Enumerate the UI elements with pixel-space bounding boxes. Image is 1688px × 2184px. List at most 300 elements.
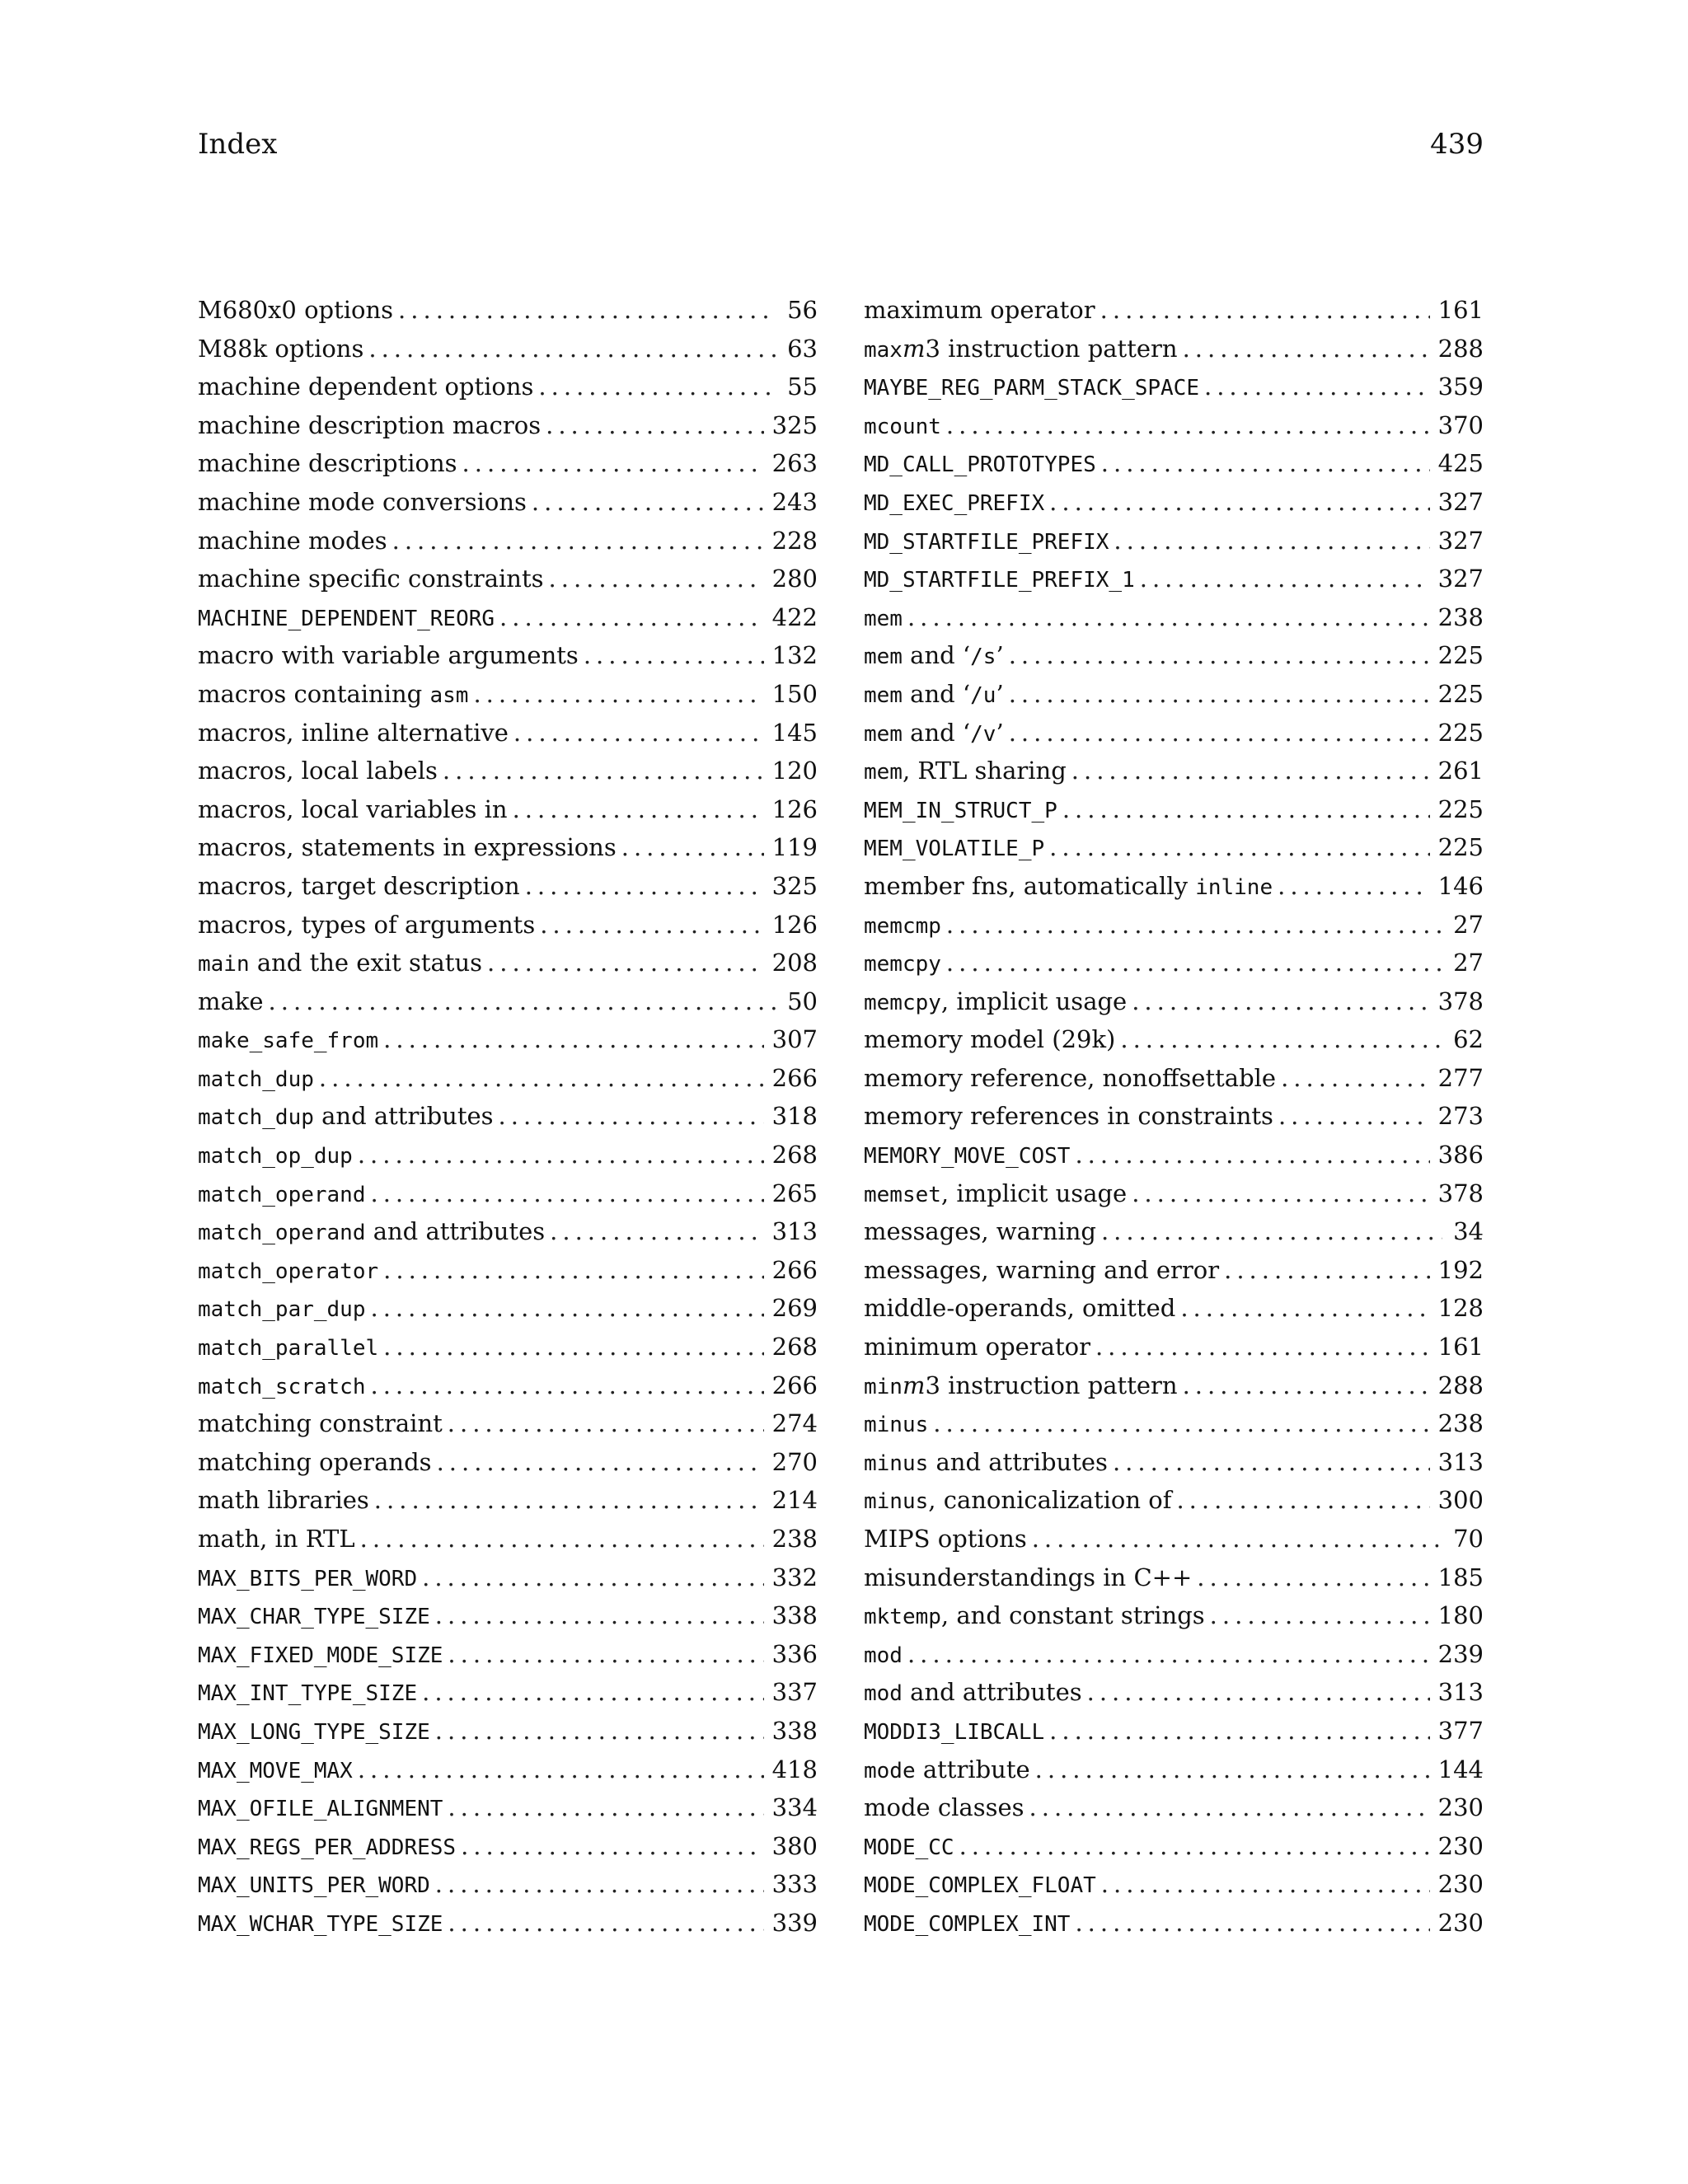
index-term-code: MAX_UNITS_PER_WORD (198, 1873, 430, 1899)
index-term-text: m (902, 1371, 926, 1399)
index-entry (864, 368, 1484, 406)
index-term (864, 1366, 1178, 1407)
dot-leader (1183, 1366, 1430, 1405)
index-term-code: mod (864, 1643, 903, 1668)
index-term (864, 1136, 1070, 1176)
index-entry (864, 1174, 1484, 1213)
dot-leader (1120, 1020, 1442, 1059)
index-term (198, 982, 264, 1021)
index-term (198, 1827, 456, 1868)
index-page-ref: 269 (771, 1294, 818, 1323)
dot-leader (946, 944, 1442, 982)
index-page-ref: 34 (1453, 1217, 1484, 1246)
dot-leader (1049, 1712, 1429, 1750)
index-term-code: MD_STARTFILE_PREFIX_1 (864, 568, 1135, 593)
index-entry (864, 1366, 1484, 1405)
dot-leader (448, 1904, 763, 1943)
index-term-code: /s (970, 644, 996, 670)
index-page-ref: 63 (787, 334, 818, 363)
index-term-text: math libraries (198, 1486, 369, 1515)
index-term (864, 444, 1096, 485)
index-term (864, 906, 941, 946)
dot-leader (1197, 1558, 1429, 1597)
index-term-code: MEM_IN_STRUCT_P (864, 798, 1057, 823)
index-term (864, 1827, 954, 1868)
dot-leader (398, 291, 776, 330)
dot-leader (448, 1635, 763, 1674)
index-term-text: and the exit status (249, 949, 483, 977)
index-term (198, 1673, 417, 1713)
index-entry (198, 483, 818, 522)
index-entry (864, 1520, 1484, 1558)
index-term-code: MAX_CHAR_TYPE_SIZE (198, 1605, 430, 1630)
index-term-code: MAYBE_REG_PARM_STACK_SPACE (864, 376, 1199, 401)
index-term-text: , implicit usage (940, 1179, 1128, 1207)
index-term-code: match_op_dup (198, 1144, 353, 1169)
dot-leader (1071, 752, 1430, 790)
index-term-code: mktemp (864, 1605, 941, 1630)
index-entry (198, 330, 818, 368)
index-term (198, 1596, 430, 1637)
dot-leader (1049, 828, 1429, 867)
index-term-code: match_operand (198, 1221, 366, 1246)
index-page-ref: 185 (1437, 1563, 1484, 1591)
index-term (198, 1404, 443, 1443)
index-term-code: MODE_COMPLEX_INT (864, 1911, 1071, 1937)
index-term-text: and ‘ (902, 641, 971, 670)
index-entry (198, 1174, 818, 1213)
index-entry (864, 675, 1484, 714)
index-term (198, 483, 527, 522)
index-entry (864, 483, 1484, 522)
index-page-ref: 268 (771, 1141, 818, 1169)
index-page-ref: 274 (771, 1409, 818, 1438)
index-entry (198, 560, 818, 598)
index-page-ref: 228 (771, 526, 818, 555)
index-entry (864, 1059, 1484, 1098)
dot-leader (546, 406, 764, 445)
index-page-ref: 273 (1437, 1102, 1484, 1131)
index-term (864, 1404, 928, 1445)
index-term (864, 1059, 1276, 1098)
index-term-code: match_dup (198, 1105, 314, 1131)
index-term (198, 1020, 378, 1061)
index-term-text: , and constant strings (940, 1601, 1205, 1630)
index-page-ref: 422 (771, 602, 818, 631)
index-term-code: mem (864, 644, 903, 670)
index-term-text: memory model (29k) (864, 1025, 1116, 1054)
index-term (198, 1865, 430, 1905)
index-page-ref: 266 (771, 1255, 818, 1284)
index-page-ref: 337 (771, 1678, 818, 1707)
index-term-text: macros, local variables in (198, 794, 508, 823)
index-term-text: ’ (996, 679, 1004, 708)
index-term-text: ’ (996, 641, 1004, 670)
index-term-text: machine modes (198, 526, 387, 555)
index-term-code: minus (864, 1489, 929, 1515)
index-entry (198, 982, 818, 1021)
index-page-ref: 313 (1437, 1447, 1484, 1476)
index-page-ref: 378 (1437, 987, 1484, 1015)
dot-leader (1035, 1750, 1430, 1789)
index-term (198, 1788, 443, 1829)
index-term-text: , RTL sharing (902, 757, 1067, 785)
index-term-text: misunderstandings in C++ (864, 1563, 1193, 1591)
index-entry (198, 1443, 818, 1482)
index-term (864, 1673, 1082, 1713)
dot-leader (360, 1520, 764, 1558)
index-term (198, 828, 617, 867)
index-page-ref: 386 (1437, 1141, 1484, 1169)
index-term (198, 1520, 355, 1558)
dot-leader (1281, 1059, 1430, 1098)
dot-leader (392, 522, 764, 560)
index-term-code: asm (429, 682, 469, 708)
index-term (864, 1212, 1096, 1251)
index-term-text: 3 instruction pattern (925, 1371, 1178, 1399)
index-term-code: MEMORY_MOVE_COST (864, 1144, 1071, 1169)
index-term (198, 1136, 353, 1176)
index-term-code: MEM_VOLATILE_P (864, 837, 1045, 862)
index-page-ref: 126 (771, 794, 818, 823)
index-page-ref: 230 (1437, 1793, 1484, 1822)
index-page-ref: 230 (1437, 1908, 1484, 1937)
index-term-text: make (198, 987, 264, 1015)
dot-leader (435, 1596, 764, 1635)
index-column-right (864, 291, 1484, 1943)
index-page-ref: 180 (1437, 1601, 1484, 1630)
index-term (864, 752, 1067, 792)
index-term (864, 1865, 1096, 1905)
index-entry (864, 752, 1484, 790)
index-page-ref: 378 (1437, 1179, 1484, 1207)
index-term-text: macros, local labels (198, 757, 438, 785)
index-term-code: mcount (864, 414, 941, 439)
index-entry (864, 1097, 1484, 1136)
index-entry (198, 1673, 818, 1712)
dot-leader (319, 1059, 764, 1098)
dot-leader (1029, 1788, 1430, 1827)
index-entry (864, 560, 1484, 598)
index-term (864, 1174, 1127, 1215)
index-page-ref: 280 (771, 565, 818, 593)
index-term-code: /v (970, 721, 996, 747)
index-page-ref: 336 (771, 1639, 818, 1668)
index-page-ref: 380 (771, 1831, 818, 1860)
index-entry (864, 714, 1484, 752)
index-term (198, 330, 363, 368)
index-page-ref: 333 (771, 1870, 818, 1899)
index-term-code: mem (864, 760, 903, 785)
dot-leader (933, 1404, 1429, 1443)
index-term-text: messages, warning (864, 1217, 1096, 1246)
index-page-ref: 425 (1437, 449, 1484, 478)
index-term (864, 790, 1057, 831)
index-entry (864, 444, 1484, 483)
index-term (198, 1481, 369, 1520)
index-entry (864, 1635, 1484, 1674)
index-term-code: mod (864, 1681, 903, 1707)
index-term (198, 522, 387, 560)
index-term-code: max (864, 337, 903, 363)
index-term-text: middle-operands, omitted (864, 1294, 1176, 1323)
index-term (198, 1251, 378, 1291)
index-term-code: mem (864, 606, 903, 631)
index-term (198, 291, 393, 330)
index-entry (198, 1904, 818, 1943)
index-term-text: macros, statements in expressions (198, 833, 617, 862)
index-entry (198, 1788, 818, 1827)
index-page-ref: 161 (1437, 1333, 1484, 1361)
index-term-text: 3 instruction pattern (925, 334, 1178, 363)
index-term (864, 944, 941, 984)
index-term (864, 1481, 1171, 1521)
index-term-text: M680x0 options (198, 296, 394, 324)
index-term-code: min (864, 1374, 903, 1399)
index-term-code: MAX_LONG_TYPE_SIZE (198, 1719, 430, 1745)
index-term-text: and attributes (313, 1102, 494, 1131)
index-term-text: and attributes (928, 1447, 1108, 1476)
index-term (198, 906, 535, 944)
index-term (198, 444, 457, 483)
index-page-ref: 70 (1453, 1525, 1484, 1553)
index-term-code: MD_STARTFILE_PREFIX (864, 529, 1109, 555)
index-page-ref: 225 (1437, 679, 1484, 708)
index-term-code: inline (1195, 874, 1273, 900)
index-term-text: macros containing (198, 679, 430, 708)
index-entry (198, 598, 818, 637)
index-page-ref: 370 (1437, 410, 1484, 439)
index-page-ref: 332 (771, 1563, 818, 1591)
index-page-ref: 339 (771, 1908, 818, 1937)
index-page-ref: 288 (1437, 1371, 1484, 1399)
index-entry (864, 1443, 1484, 1482)
dot-leader (1132, 1174, 1429, 1213)
dot-leader (540, 906, 763, 944)
index-entry (198, 1289, 818, 1328)
index-term-text: machine mode conversions (198, 487, 527, 516)
index-entry (198, 444, 818, 483)
index-page-ref: 238 (771, 1525, 818, 1553)
index-term-text: macros, types of arguments (198, 910, 536, 939)
index-term-code: MD_EXEC_PREFIX (864, 490, 1045, 516)
index-entry (864, 406, 1484, 445)
dot-leader (437, 1443, 764, 1482)
index-term-code: memset (864, 1182, 941, 1207)
index-term-text: M88k options (198, 334, 364, 363)
index-page-ref: 50 (787, 987, 818, 1015)
index-term-text: macros, inline alternative (198, 718, 509, 747)
dot-leader (358, 1750, 764, 1789)
index-entry (864, 1750, 1484, 1789)
index-page-ref: 161 (1437, 296, 1484, 324)
index-term (864, 675, 1004, 715)
dot-leader (473, 675, 763, 714)
dot-leader (435, 1712, 764, 1750)
index-term-text: MIPS options (864, 1525, 1027, 1553)
index-term-code: mem (864, 721, 903, 747)
index-term-text: mode classes (864, 1793, 1025, 1822)
dot-leader (1101, 1212, 1442, 1251)
index-term (864, 1097, 1273, 1136)
index-page-ref: 55 (787, 373, 818, 401)
index-entry (198, 944, 818, 982)
index-term-code: MODE_COMPLEX_FLOAT (864, 1873, 1096, 1899)
index-entry (198, 714, 818, 752)
index-entry (198, 1635, 818, 1674)
page-header (198, 128, 1484, 177)
dot-leader (368, 330, 776, 368)
dot-leader (435, 1865, 764, 1904)
dot-leader (422, 1673, 764, 1712)
index-page-ref: 327 (1437, 487, 1484, 516)
index-term-code: MAX_MOVE_MAX (198, 1758, 353, 1783)
dot-leader (1176, 1481, 1429, 1520)
dot-leader (1278, 867, 1430, 906)
index-page-ref: 27 (1453, 910, 1484, 939)
index-entry (864, 598, 1484, 637)
index-term (864, 1558, 1192, 1597)
index-page-ref: 334 (771, 1793, 818, 1822)
index-entry (864, 1788, 1484, 1827)
dot-leader (383, 1020, 763, 1059)
index-entry (864, 1136, 1484, 1174)
index-term (198, 1904, 443, 1944)
index-entry (864, 1020, 1484, 1059)
dot-leader (1009, 675, 1430, 714)
index-page-ref: 225 (1437, 794, 1484, 823)
index-term (864, 1750, 1030, 1791)
index-term-text: , implicit usage (940, 987, 1128, 1015)
index-page-ref: 325 (771, 410, 818, 439)
index-page-ref: 327 (1437, 526, 1484, 555)
index-page-ref: 418 (771, 1755, 818, 1783)
index-term-code: MODE_CC (864, 1835, 954, 1860)
index-page-ref: 266 (771, 1063, 818, 1092)
index-page-ref: 338 (771, 1716, 818, 1745)
index-term-text: maximum operator (864, 296, 1095, 324)
index-term-code: memcpy (864, 990, 941, 1015)
index-term-text: and attributes (365, 1217, 546, 1246)
index-entry (198, 752, 818, 790)
index-term-code: MAX_BITS_PER_WORD (198, 1566, 418, 1591)
index-page-ref: 288 (1437, 334, 1484, 363)
index-entry (198, 1750, 818, 1789)
index-entry (864, 867, 1484, 906)
index-term-text: attribute (915, 1755, 1030, 1783)
index-page-ref: 230 (1437, 1831, 1484, 1860)
index-term-code: MAX_REGS_PER_ADDRESS (198, 1835, 457, 1860)
index-term (198, 406, 541, 445)
index-term (198, 944, 482, 984)
index-page-ref: 238 (1437, 602, 1484, 631)
index-term (864, 598, 903, 639)
index-term (864, 1328, 1090, 1366)
dot-leader (383, 1328, 763, 1366)
page-number: 439 (1430, 128, 1484, 161)
index-term (198, 867, 520, 906)
index-entry (864, 636, 1484, 675)
index-page-ref: 313 (1437, 1678, 1484, 1707)
index-term (198, 752, 438, 790)
index-term-text: m (902, 334, 926, 363)
index-term-code: mem (864, 682, 903, 708)
index-term-code: /u (970, 682, 996, 708)
index-term (864, 982, 1127, 1023)
dot-leader (499, 598, 764, 637)
index-term-text: ’ (996, 718, 1004, 747)
dot-leader (371, 1366, 764, 1405)
running-title: Index (198, 128, 278, 161)
index-entry (198, 1097, 818, 1136)
index-page-ref: 145 (771, 718, 818, 747)
index-term-code: match_scratch (198, 1374, 366, 1399)
index-term (198, 1750, 353, 1791)
index-entry (864, 906, 1484, 944)
index-entry (864, 1673, 1484, 1712)
index-term (198, 1097, 494, 1137)
dot-leader (1049, 483, 1429, 522)
index-term-text: memory references in constraints (864, 1102, 1273, 1131)
index-entry (198, 1827, 818, 1866)
index-page-ref: 144 (1437, 1755, 1484, 1783)
index-entry (198, 1712, 818, 1750)
dot-leader (269, 982, 776, 1021)
dot-leader (448, 1404, 764, 1443)
index-page-ref: 230 (1437, 1870, 1484, 1899)
dot-leader (1009, 714, 1430, 752)
dot-leader (448, 1788, 763, 1827)
index-term (864, 1289, 1175, 1328)
dot-leader (532, 483, 764, 522)
dot-leader (1075, 1136, 1429, 1174)
index-term (198, 1289, 366, 1329)
index-page-ref: 27 (1453, 949, 1484, 977)
index-term-text: messages, warning and error (864, 1255, 1220, 1284)
index-term (864, 1788, 1025, 1827)
index-term-code: match_operator (198, 1258, 379, 1284)
index-term (198, 1712, 430, 1752)
dot-leader (1032, 1520, 1442, 1558)
index-entry (198, 1212, 818, 1251)
dot-leader (1113, 1443, 1430, 1482)
index-page-ref: 225 (1437, 833, 1484, 862)
dot-leader (1210, 1596, 1430, 1635)
index-entry (198, 522, 818, 560)
index-term (864, 828, 1044, 869)
index-term (864, 330, 1178, 370)
index-entry (198, 1596, 818, 1635)
index-page-ref: 150 (771, 679, 818, 708)
dot-leader (422, 1558, 764, 1597)
index-term (198, 368, 533, 406)
index-term-code: make_safe_from (198, 1029, 379, 1054)
index-entry (864, 1212, 1484, 1251)
index-page-ref: 277 (1437, 1063, 1484, 1092)
index-entry (198, 368, 818, 406)
dot-leader (621, 828, 764, 867)
dot-leader (513, 790, 764, 829)
dot-leader (371, 1289, 764, 1328)
dot-leader (538, 368, 776, 406)
index-term (864, 1251, 1219, 1290)
dot-leader (1062, 790, 1430, 829)
index-term (864, 291, 1095, 330)
index-entry (198, 790, 818, 829)
index-page-ref: 265 (771, 1179, 818, 1207)
index-entry (864, 790, 1484, 829)
index-entry (198, 906, 818, 944)
